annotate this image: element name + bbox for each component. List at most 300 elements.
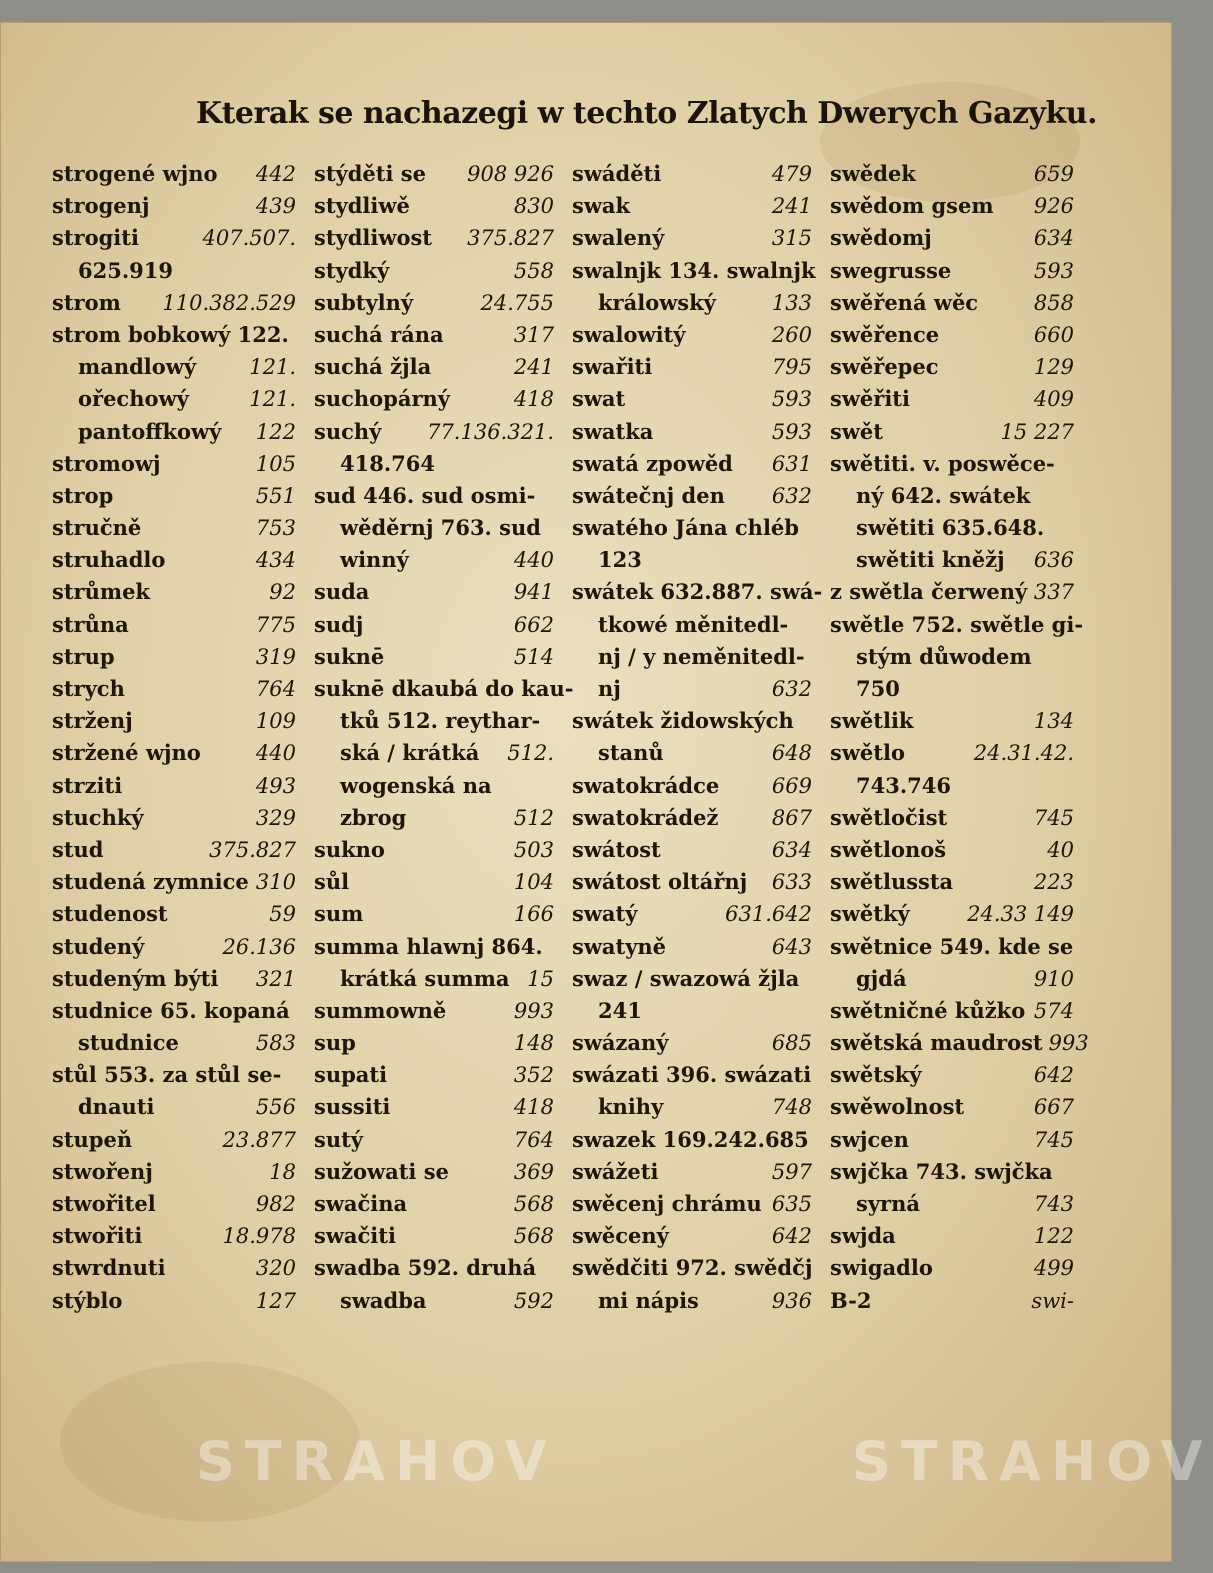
index-entry: [572, 190, 812, 222]
index-entry: [314, 1156, 554, 1188]
entry-term: stydký: [314, 257, 390, 283]
entry-term: strom bobkowý 122.: [52, 321, 289, 347]
entry-term: swatý: [572, 901, 638, 927]
index-entry: [830, 319, 1074, 351]
index-entry: [314, 995, 554, 1027]
index-entry: [314, 416, 554, 448]
entry-page-refs: 59: [269, 902, 296, 927]
index-entry: [572, 931, 812, 963]
page-heading: Kterak se nachazegi w techto Zlatych Dwerych Gazyku.: [196, 96, 1098, 131]
index-entry: [830, 1220, 1074, 1252]
entry-term: swěcený: [572, 1223, 669, 1249]
entry-term: králowský: [598, 289, 716, 315]
entry-term: strůmek: [52, 579, 150, 605]
entry-term: swěřepec: [830, 354, 939, 380]
entry-term: swěřená wěc: [830, 289, 979, 315]
entry-page-refs: 926: [1033, 194, 1074, 219]
entry-term: 123: [598, 547, 642, 573]
entry-term: sutý: [314, 1126, 363, 1152]
entry-page-refs: 122: [1033, 1224, 1074, 1249]
entry-page-refs: 632: [771, 677, 812, 701]
entry-term: swětiti 635.648.: [856, 515, 1045, 541]
entry-term: stanů: [598, 740, 664, 766]
index-entry: [830, 673, 1074, 705]
entry-page-refs: 337: [1033, 580, 1074, 605]
entry-term: 743.746: [856, 772, 951, 798]
entry-term: mandlowý: [78, 354, 197, 380]
index-entry: [830, 222, 1074, 254]
index-column-1: [52, 158, 296, 1338]
index-entry: [572, 255, 816, 287]
entry-page-refs: 375.827: [467, 226, 554, 251]
index-entry: [314, 834, 554, 866]
index-entry: [572, 1285, 812, 1317]
index-entry: [52, 802, 296, 834]
entry-term: sůl: [314, 869, 350, 895]
entry-term: swátost: [572, 836, 661, 862]
entry-page-refs: 643: [771, 934, 812, 959]
entry-term: swjcen: [830, 1126, 909, 1152]
entry-page-refs: 241: [513, 355, 554, 380]
entry-term: studnice: [78, 1030, 179, 1056]
entry-page-refs: 634: [771, 837, 812, 862]
entry-term: swátek židowských: [572, 708, 794, 734]
entry-term: swjda: [830, 1223, 896, 1249]
entry-term: swědčiti 972. swědčj: [572, 1255, 813, 1281]
entry-page-refs: 121.: [249, 387, 296, 412]
entry-term: stwořiti: [52, 1223, 143, 1249]
index-entry: [52, 448, 296, 480]
index-entry: [52, 1027, 296, 1059]
index-entry: [572, 737, 812, 769]
entry-term: suchý: [314, 418, 382, 444]
entry-page-refs: 633: [771, 870, 812, 895]
index-entry: [572, 1252, 812, 1284]
index-entry: [52, 705, 296, 737]
index-entry: [314, 190, 554, 222]
entry-page-refs: 310: [255, 870, 296, 895]
index-entry: [52, 1285, 296, 1317]
entry-page-refs: 512: [513, 805, 554, 830]
index-entry: [830, 480, 1074, 512]
entry-page-refs: 743: [1033, 1192, 1074, 1216]
index-entry: [830, 931, 1074, 963]
entry-page-refs: 753: [255, 516, 296, 541]
index-entry: [52, 1124, 296, 1156]
index-entry: [572, 995, 812, 1027]
index-entry: [314, 351, 554, 383]
index-entry: [572, 1027, 812, 1059]
entry-page-refs: 593: [1033, 258, 1074, 283]
entry-term: mi nápis: [598, 1287, 699, 1313]
entry-page-refs: 317: [513, 322, 554, 347]
entry-term: swázati 396. swázati: [572, 1062, 812, 1088]
entry-term: swigadlo: [830, 1255, 933, 1281]
watermark-left: STRAHOV: [196, 1430, 557, 1493]
entry-term: swětlonoš: [830, 836, 947, 862]
index-entry: [830, 1124, 1074, 1156]
entry-page-refs: 867: [771, 805, 812, 830]
entry-page-refs: 685: [771, 1031, 812, 1056]
entry-page-refs: 745: [1033, 805, 1074, 830]
entry-page-refs: 795: [771, 355, 812, 380]
entry-page-refs: 512.: [507, 741, 554, 766]
index-entry: [52, 1188, 296, 1220]
entry-term: swětlo: [830, 740, 905, 766]
entry-page-refs: 748: [771, 1095, 812, 1120]
entry-page-refs: 315: [771, 226, 812, 251]
entry-term: nj / y neměnitedl-: [598, 643, 805, 669]
index-entry: [52, 995, 296, 1027]
index-entry: [314, 1091, 554, 1123]
entry-term: stýblo: [52, 1287, 123, 1313]
index-entry: [572, 576, 823, 608]
entry-term: suchá žjla: [314, 354, 432, 380]
entry-term: swatka: [572, 418, 654, 444]
entry-term: swadba: [340, 1287, 427, 1313]
entry-term: swětlik: [830, 708, 914, 734]
entry-page-refs: 105: [255, 451, 296, 476]
entry-term: ořechowý: [78, 386, 189, 412]
entry-page-refs: 104: [513, 870, 554, 895]
index-entry: [830, 1027, 1089, 1059]
entry-term: supati: [314, 1062, 388, 1088]
entry-term: swadba 592. druhá: [314, 1255, 537, 1281]
index-entry: [314, 544, 554, 576]
index-entry: [52, 158, 296, 190]
index-entry: [52, 770, 296, 802]
index-entry: [830, 770, 1074, 802]
index-column-3: [572, 158, 823, 1338]
index-entry: [52, 1059, 296, 1091]
entry-term: winný: [340, 547, 409, 573]
entry-term: sukno: [314, 836, 385, 862]
entry-page-refs: 329: [255, 805, 296, 830]
index-entry: [572, 416, 812, 448]
index-entry: [52, 222, 296, 254]
index-entry: [830, 963, 1074, 995]
index-entry: [572, 158, 812, 190]
index-entry: [52, 737, 296, 769]
entry-term: swětký: [830, 901, 910, 927]
index-entry: [572, 383, 812, 415]
entry-term: swětnice 549. kde se: [830, 933, 1074, 959]
index-column-2: [314, 158, 574, 1338]
index-entry: [572, 1091, 812, 1123]
entry-term: strych: [52, 676, 125, 701]
entry-page-refs: 109: [255, 709, 296, 734]
entry-page-refs: 15: [527, 966, 554, 991]
entry-term: swatokrádce: [572, 772, 720, 798]
index-entry: [52, 190, 296, 222]
entry-term: swařiti: [572, 354, 653, 380]
entry-term: studenost: [52, 901, 168, 927]
entry-page-refs: 635: [771, 1192, 812, 1216]
index-entry: [830, 512, 1074, 544]
entry-term: stwořitel: [52, 1191, 156, 1216]
index-entry: [314, 383, 554, 415]
entry-term: stržené wjno: [52, 740, 201, 766]
index-entry: [830, 255, 1074, 287]
index-entry: [52, 1156, 296, 1188]
index-entry: [314, 576, 554, 608]
entry-term: stydliwost: [314, 225, 432, 251]
index-entry: [52, 641, 296, 673]
entry-term: swětlussta: [830, 869, 954, 895]
entry-term: syrná: [856, 1191, 920, 1216]
index-entry: [52, 512, 296, 544]
index-entry: [52, 963, 296, 995]
entry-page-refs: 440: [513, 548, 554, 573]
entry-term: swědom gsem: [830, 193, 994, 219]
entry-page-refs: 593: [771, 419, 812, 444]
entry-page-refs: 223: [1033, 870, 1074, 895]
entry-term: swačina: [314, 1191, 408, 1216]
entry-page-refs: 764: [255, 677, 296, 701]
entry-term: swět: [830, 418, 883, 444]
index-entry: [572, 1156, 812, 1188]
entry-term: zbrog: [340, 804, 407, 830]
entry-term: swak: [572, 193, 631, 219]
index-entry: [572, 1220, 812, 1252]
entry-page-refs: 110.382.529: [162, 290, 296, 315]
entry-page-refs: 418: [513, 387, 554, 412]
index-entry: [314, 319, 554, 351]
entry-page-refs: 409: [1033, 387, 1074, 412]
index-entry: [314, 898, 554, 930]
entry-term: swjčka 743. swjčka: [830, 1158, 1053, 1184]
index-entry: [572, 705, 812, 737]
entry-page-refs: 260: [771, 322, 812, 347]
entry-term: strom: [52, 289, 121, 315]
entry-term: suchopárný: [314, 386, 450, 412]
entry-term: krátká summa: [340, 965, 510, 991]
entry-term: stručně: [52, 515, 142, 541]
entry-page-refs: 642: [1033, 1063, 1074, 1088]
entry-term: suknē dkaubá do kau-: [314, 676, 574, 701]
entry-page-refs: 18.978: [222, 1224, 296, 1249]
entry-term: stýděti se: [314, 161, 426, 186]
entry-term: swátečnj den: [572, 482, 725, 508]
index-entry: [314, 222, 554, 254]
index-entry: [314, 866, 554, 898]
entry-term: dnauti: [78, 1094, 155, 1120]
entry-term: 625.919: [78, 257, 173, 283]
entry-page-refs: 499: [1033, 1256, 1074, 1281]
entry-term: studená zymnice: [52, 869, 249, 895]
index-entry: [52, 383, 296, 415]
entry-page-refs: 568: [513, 1192, 554, 1216]
entry-term: wěděrnj 763. sud: [340, 515, 541, 541]
index-entry: [830, 351, 1074, 383]
entry-page-refs: 764: [513, 1127, 554, 1152]
entry-page-refs: 775: [255, 612, 296, 637]
entry-page-refs: 858: [1033, 290, 1074, 315]
index-entry: [52, 319, 296, 351]
entry-page-refs: 121.: [249, 355, 296, 380]
entry-term: stromowj: [52, 450, 161, 476]
entry-term: 241: [598, 997, 642, 1023]
entry-term: knihy: [598, 1094, 664, 1120]
index-entry: [52, 866, 296, 898]
entry-term: swátek 632.887. swá-: [572, 579, 823, 605]
entry-term: swáděti: [572, 161, 662, 186]
index-entry: [572, 1188, 812, 1220]
watermark-right: STRAHOV: [852, 1430, 1213, 1493]
entry-term: swětský: [830, 1062, 922, 1088]
entry-term: sup: [314, 1030, 356, 1056]
entry-page-refs: 369: [513, 1159, 554, 1184]
entry-term: swegrusse: [830, 257, 952, 283]
entry-term: swětničné kůžko: [830, 997, 1026, 1023]
entry-term: 418.764: [340, 450, 435, 476]
entry-term: suchá rána: [314, 321, 444, 347]
index-entry: [830, 1188, 1074, 1220]
index-entry: [572, 512, 812, 544]
entry-term: swatá zpowěd: [572, 450, 733, 476]
index-entry: [830, 641, 1074, 673]
entry-term: strogenj: [52, 193, 150, 219]
index-entry: [52, 287, 296, 319]
entry-page-refs: 24.33 149: [967, 902, 1074, 927]
index-entry: [314, 963, 554, 995]
index-entry: [830, 834, 1074, 866]
entry-term: swatého Jána chléb: [572, 515, 799, 541]
entry-term: struhadlo: [52, 547, 166, 573]
entry-term: ská / krátká: [340, 740, 480, 766]
entry-page-refs: 551: [255, 483, 296, 508]
entry-term: stud: [52, 836, 104, 862]
entry-page-refs: 375.827: [209, 837, 296, 862]
index-entry: [314, 287, 554, 319]
index-entry: [572, 480, 812, 512]
index-entry: [52, 351, 296, 383]
entry-term: strziti: [52, 772, 123, 798]
index-entry: [52, 1091, 296, 1123]
index-entry: [314, 512, 554, 544]
index-entry: [572, 802, 812, 834]
entry-term: wogenská na: [340, 772, 492, 798]
entry-page-refs: 503: [513, 837, 554, 862]
entry-term: swaz / swazowá žjla: [572, 965, 800, 991]
index-entry: [572, 641, 812, 673]
entry-term: studený: [52, 933, 145, 959]
entry-term: swat: [572, 386, 626, 412]
index-entry: [314, 1027, 554, 1059]
entry-term: swědomj: [830, 225, 932, 251]
index-entry: [572, 673, 812, 705]
entry-page-refs: 556: [255, 1095, 296, 1120]
entry-page-refs: 631: [771, 451, 812, 476]
index-entry: [52, 834, 296, 866]
index-entry: [572, 609, 812, 641]
index-entry: [572, 222, 812, 254]
index-entry: [830, 1059, 1074, 1091]
entry-page-refs: 908 926: [467, 162, 554, 186]
index-entry: [314, 1059, 554, 1091]
entry-page-refs: 636: [1033, 548, 1074, 573]
index-entry: [830, 576, 1074, 608]
entry-term: subtylný: [314, 289, 414, 315]
entry-page-refs: 648: [771, 741, 812, 766]
index-entry: [830, 705, 1074, 737]
entry-page-refs: 493: [255, 773, 296, 798]
entry-term: swětiti kněžj: [856, 547, 1005, 573]
entry-page-refs: 166: [513, 902, 554, 927]
index-entry: [572, 351, 812, 383]
entry-term: strup: [52, 643, 115, 669]
entry-term: swátost oltářnj: [572, 869, 748, 895]
entry-term: swětločist: [830, 804, 948, 830]
index-entry: [314, 1124, 554, 1156]
entry-term: sussiti: [314, 1094, 391, 1120]
index-entry: [572, 448, 812, 480]
entry-page-refs: 319: [255, 644, 296, 669]
index-entry: [52, 1220, 296, 1252]
entry-page-refs: 77.136.321.: [427, 419, 554, 444]
entry-term: sud 446. sud osmi-: [314, 482, 536, 508]
entry-term: stůl 553. za stůl se-: [52, 1062, 282, 1088]
index-entry: [572, 544, 812, 576]
index-entry: [572, 770, 812, 802]
entry-term: swalený: [572, 225, 665, 251]
entry-page-refs: 631.642: [725, 902, 812, 927]
index-column-4: [830, 158, 1089, 1338]
index-entry: [830, 1252, 1074, 1284]
entry-term: studeným býti: [52, 965, 219, 991]
index-entry: [314, 480, 554, 512]
entry-term: swazek 169.242.685: [572, 1126, 809, 1152]
index-entry: [830, 995, 1074, 1027]
entry-page-refs: 558: [513, 258, 554, 283]
entry-page-refs: 134: [1033, 709, 1074, 734]
entry-term: z swětla čerwený: [830, 579, 1028, 605]
entry-term: swalnjk 134. swalnjk: [572, 257, 816, 283]
entry-term: stuchký: [52, 804, 144, 830]
index-entry: [572, 866, 812, 898]
index-entry: [52, 480, 296, 512]
entry-page-refs: 23.877: [222, 1127, 296, 1152]
index-entry: [572, 898, 812, 930]
entry-page-refs: 642: [771, 1224, 812, 1249]
entry-term: swěwolnost: [830, 1094, 965, 1120]
entry-page-refs: 597: [771, 1159, 812, 1184]
index-entry: [830, 737, 1074, 769]
index-entry: [314, 737, 554, 769]
entry-term: swěřence: [830, 321, 940, 347]
entry-page-refs: 26.136: [222, 934, 296, 959]
index-entry: [314, 931, 554, 963]
index-entry: [314, 1285, 554, 1317]
entry-page-refs: 352: [513, 1063, 554, 1088]
index-entry: [830, 448, 1074, 480]
entry-page-refs: 241: [771, 194, 812, 219]
index-entry: [830, 416, 1074, 448]
entry-page-refs: 407.507.: [202, 226, 296, 251]
index-entry: [314, 770, 554, 802]
entry-term: swázaný: [572, 1030, 669, 1056]
entry-page-refs: 993: [513, 998, 554, 1023]
entry-term: stým důwodem: [856, 643, 1032, 669]
entry-page-refs: 667: [1033, 1095, 1074, 1120]
entry-page-refs: 659: [1033, 162, 1074, 186]
entry-page-refs: 583: [255, 1031, 296, 1056]
index-entry: [572, 834, 812, 866]
entry-term: B-2: [830, 1287, 872, 1313]
index-entry: [314, 1188, 554, 1220]
entry-page-refs: 910: [1033, 966, 1074, 991]
index-entry: [314, 705, 554, 737]
